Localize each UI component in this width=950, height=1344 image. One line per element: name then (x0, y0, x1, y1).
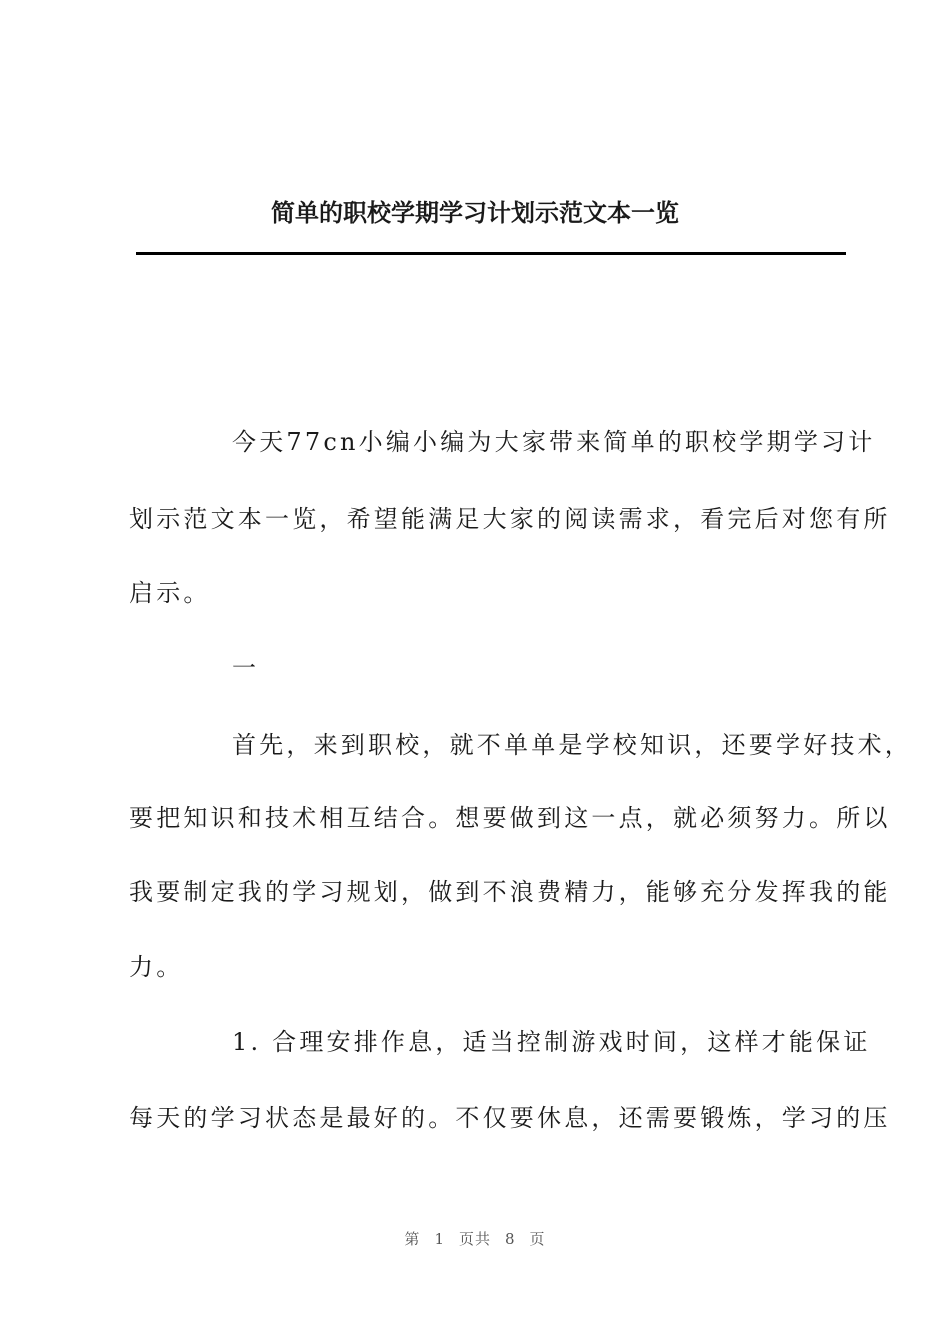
paragraph-line: 划示范文本一览，希望能满足大家的阅读需求，看完后对您有所 (129, 505, 891, 533)
footer-total-pages: 8 (505, 1230, 516, 1248)
paragraph-line: 启示。 (129, 579, 211, 607)
paragraph-line: 我要制定我的学习规划，做到不浪费精力，能够充分发挥我的能 (129, 878, 891, 906)
paragraph-line: 每天的学习状态是最好的。不仅要休息，还需要锻炼，学习的压 (129, 1104, 891, 1132)
paragraph-line: 要把知识和技术相互结合。想要做到这一点，就必须努力。所以 (129, 804, 891, 832)
paragraph-line: 今天77cn小编小编为大家带来简单的职校学期学习计 (232, 428, 876, 456)
section-marker: 一 (232, 654, 260, 682)
footer-middle: 页共 (458, 1230, 491, 1248)
footer-current-page: 1 (434, 1230, 445, 1248)
footer-suffix: 页 (529, 1230, 546, 1248)
paragraph-line: 首先，来到职校，就不单单是学校知识，还要学好技术， (232, 731, 912, 759)
document-title: 简单的职校学期学习计划示范文本一览 (271, 198, 679, 227)
list-item-line: 1. 合理安排作息，适当控制游戏时间，这样才能保证 (232, 1028, 871, 1056)
footer-prefix: 第 (404, 1230, 421, 1248)
title-underline (136, 252, 846, 255)
page-footer (0, 1229, 950, 1249)
paragraph-line: 力。 (129, 953, 184, 981)
